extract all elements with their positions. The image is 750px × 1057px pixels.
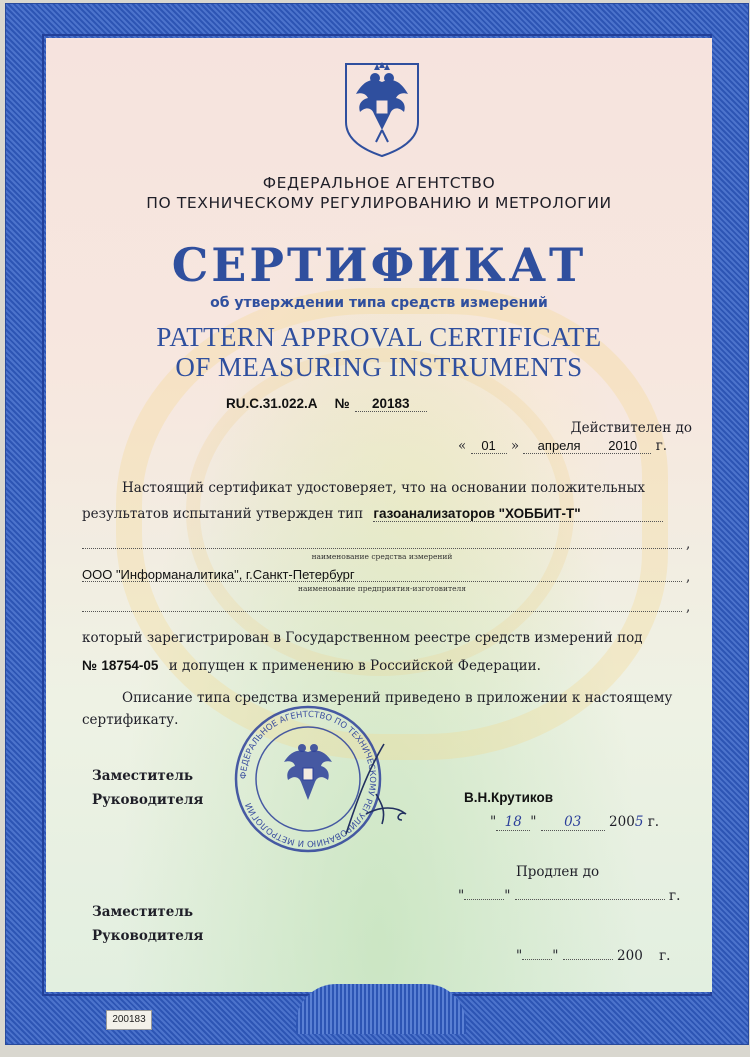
bottom-ornament (296, 984, 466, 1034)
validity-label: Действителен до (570, 420, 692, 436)
extension-year-suffix: г. (669, 888, 681, 904)
body-p1-line2: результатов испытаний утвержден тип (82, 506, 364, 522)
serial-label: 200183 (106, 1010, 152, 1030)
validity-date-row (458, 438, 698, 454)
body-p1-line1: Настоящий сертификат удостоверяет, что на основании положительных (122, 480, 646, 496)
body-p2-line2-rest: и допущен к применению в Российской Федерации. (168, 658, 541, 674)
signer-role-2-line2: Руководителя (92, 928, 204, 944)
caption-instrument: наименование средства измерений (311, 552, 453, 561)
certificate-code: RU.C.31.022.A (226, 396, 318, 411)
extension-year-row: " " 200 г. (516, 948, 671, 964)
handwritten-signature (336, 734, 416, 844)
caption-manufacturer: наименование предприятия-изготовителя (297, 584, 467, 593)
number-sign: № (334, 396, 350, 411)
coat-of-arms-icon (342, 60, 422, 160)
certificate-border (6, 4, 748, 1044)
instrument-type: газоанализаторов "ХОББИТ-Т" (373, 506, 663, 522)
validity-day: 01 (471, 438, 507, 454)
signature-year-prefix: 200 (609, 814, 635, 830)
signature-day: 18 (496, 814, 530, 831)
certificate-subtitle: об утверждении типа средств измерений (210, 295, 548, 311)
english-title-line-1: PATTERN APPROVAL CERTIFICATE (156, 322, 602, 352)
certificate-paper: ФЕДЕРАЛЬНОЕ АГЕНТСТВО ПО ТЕХНИЧЕСКОМУ РЕГУЛИРОВАНИЮ И МЕТРОЛОГИИ СЕРТИФИКАТ об утверждении типа средств измерений PATTERN APPROVAL CERTIFICATE OF MEASURING INSTRUMENTS RU.C.31.022.A № 20183 Действителен до « 01 » апреля 2010 г. Настоящий сертификат удостоверяет, что на основании положительных результатов испытаний утвержден тип газоанализаторов "ХОББИТ-Т" , наименование средства измерений ООО "Информаналитика", г.Санкт-Петербург , наименование предприятия-изготовителя , который зарегистрирован в Государственном реестре средств измерений под № 18754-05 и допущен к применению в Российской Федерации. Описание типа средства измерений приведено в приложении к настоящему сертификату. Заместитель Руководителя ФЕДЕРАЛЬНОЕ АГЕНТСТВО ПО ТЕХНИЧЕСКОМУ РЕГУЛИРОВАНИЮ И МЕТРОЛОГИИ В.Н.Крутиков " 18 " 03 2005 г. Продлен до " " г. Заместитель Руководителя " " 200 г. (46, 38, 712, 992)
signature-date-row: " 18 " 03 2005 г. (490, 814, 660, 830)
signature-year-hand: 5 (634, 814, 644, 830)
signer-role-2-line1: Заместитель (92, 904, 194, 920)
signer-name: В.Н.Крутиков (464, 790, 554, 805)
registry-sign: № (82, 658, 98, 673)
body-p1-line2-row (82, 506, 702, 522)
agency-line-1: ФЕДЕРАЛЬНОЕ АГЕНТСТВО (262, 174, 496, 192)
agency-line-2: ПО ТЕХНИЧЕСКОМУ РЕГУЛИРОВАНИЮ И МЕТРОЛОГИИ (146, 194, 612, 212)
signature-month: 03 (541, 814, 605, 831)
certificate-title: СЕРТИФИКАТ (171, 238, 587, 292)
validity-month-year (523, 438, 651, 454)
signature-year-suffix: г. (647, 814, 660, 830)
extension-year-prefix: 200 (617, 948, 643, 964)
dotted-line-1 (82, 548, 682, 549)
extension-year-suffix-2: г. (659, 948, 671, 964)
quote-close: » (510, 438, 520, 454)
signer-role-1 (92, 764, 203, 812)
body-p2-line2-row (82, 658, 712, 674)
signer-role-2 (92, 900, 203, 948)
certificate-number: 20183 (355, 396, 427, 412)
dotted-line-3 (82, 611, 682, 612)
body-p2-line1: который зарегистрирован в Государственном реестре средств измерений под (82, 630, 643, 646)
body-p3-line2: сертификату. (82, 712, 179, 728)
validity-month: апреля (537, 438, 581, 453)
signer-role-1-line2: Руководителя (92, 792, 204, 808)
manufacturer: ООО "Информаналитика", г.Санкт-Петербург (82, 567, 355, 582)
registry-number: 18754-05 (101, 658, 159, 673)
english-title-line-2: OF MEASURING INSTRUMENTS (175, 352, 583, 382)
validity-year: 2010 (608, 438, 638, 453)
dotted-line-2 (82, 581, 682, 582)
stamp-outer-text: ФЕДЕРАЛЬНОЕ АГЕНТСТВО ПО ТЕХНИЧЕСКОМУ РЕГУЛИРОВАНИЮ И МЕТРОЛОГИИ (238, 709, 378, 849)
body-p3-line1: Описание типа средства измерений приведено в приложении к настоящему (122, 690, 673, 706)
validity-year-suffix: г. (655, 438, 668, 454)
quote-open: « (458, 438, 467, 454)
extension-label: Продлен до (516, 864, 600, 880)
signer-role-1-line1: Заместитель (92, 768, 194, 784)
extension-date-row: " " г. (458, 888, 681, 904)
certificate-number-row (226, 393, 427, 412)
